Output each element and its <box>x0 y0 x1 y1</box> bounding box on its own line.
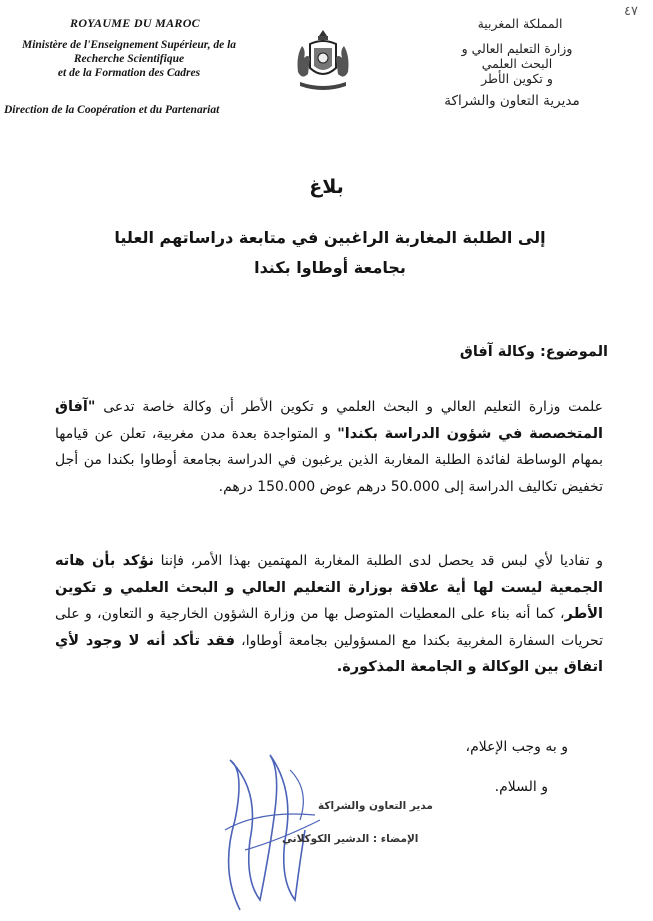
ministry-line-ar: و تكوين الأطر <box>481 71 553 86</box>
ministry-name-ar <box>412 41 622 86</box>
closing-line: و به وجب الإعلام، <box>465 739 568 755</box>
ministry-line-fr: Recherche Scientifique <box>73 53 185 65</box>
paragraph-text: علمت وزارة التعليم العالي و البحث العلمي و تكوين الأطر أن وكالة خاصة تدعى <box>95 399 603 415</box>
subtitle-line: إلى الطلبة المغاربة الراغبين في متابعة دراساتهم العليا <box>114 228 546 247</box>
ministry-name-fr <box>4 38 254 80</box>
ministry-line-ar: البحث العلمي <box>481 56 553 71</box>
page-number-mark: ٤٧ <box>624 4 638 19</box>
ministry-line-ar: وزارة التعليم العالي و <box>461 41 573 56</box>
paragraph-text: ، كما أنه بناء على المعطيات المتوصل بها من وزارة الشؤون الخارجية و التعاون، و على تحريات السفارة المغربية بكندا مع المسؤولين بجامعة أوطاوا، <box>55 606 603 649</box>
ministry-line-fr: et de la Formation des Cadres <box>57 67 201 79</box>
notice-subtitle <box>80 223 580 283</box>
emphasis-bold: فقد تأكد أنه لا وجود لأي اتفاق بين الوكالة و الجامعة المذكورة. <box>55 632 603 675</box>
signatory-title: مدير التعاون والشراكة <box>318 800 433 812</box>
subtitle-line: بجامعة أوطاوا بكندا <box>254 258 406 277</box>
agency-name-bold: "آفاق المتخصصة في شؤون الدراسة بكندا" <box>55 399 603 442</box>
body-paragraph-1 <box>55 394 603 500</box>
subject-line: الموضوع: وكالة آفاق <box>459 344 608 360</box>
kingdom-title-ar: المملكة المغربية <box>477 16 563 31</box>
ministry-line-fr: Ministère de l'Enseignement Supérieur, de la <box>21 39 237 51</box>
direction-fr: Direction de la Coopération et du Partenariat <box>4 104 220 116</box>
morocco-coat-of-arms-icon <box>292 28 354 92</box>
kingdom-title-fr: ROYAUME DU MAROC <box>70 16 200 30</box>
signatory-name: الإمضاء : الدشير الكوكلاني <box>282 833 419 845</box>
direction-ar: مديرية التعاون والشراكة <box>444 93 580 109</box>
emphasis-bold: نؤكد بأن هاته الجمعية ليست لها أية علاقة بوزارة التعليم العالي و البحث العلمي و تكوين الأطر <box>55 553 603 622</box>
paragraph-text: و تفاديا لأي لبس قد يحصل لدى الطلبة المغاربة المهتمين بهذا الأمر، فإننا <box>153 553 603 569</box>
body-paragraph-2 <box>55 548 603 681</box>
paragraph-text: و المتواجدة بعدة مدن مغربية، تعلن عن قيامها بمهام الوساطة لفائدة الطلبة المغاربة الذين يرغبون في الدراسة بجامعة أوطاوا بكندا من أجل تخفيض تكاليف الدراسة إلى 50.000 درهم عوض 150.000 درهم. <box>55 425 603 495</box>
closing-salutation: و السلام. <box>494 779 548 795</box>
notice-title: بلاغ <box>309 176 344 198</box>
